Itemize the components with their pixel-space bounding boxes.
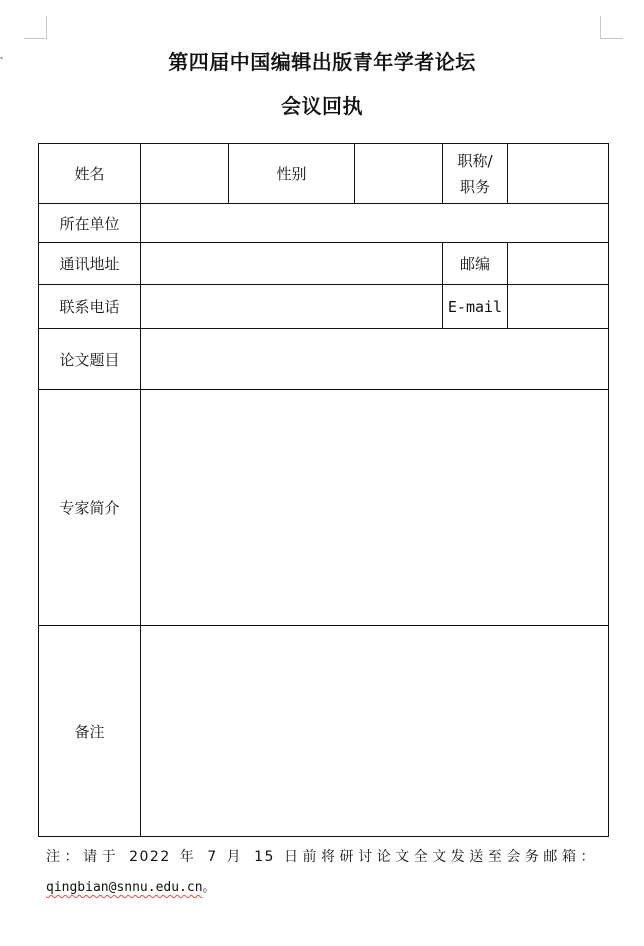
contact-email-link[interactable]: qingbian@snnu.edu.cn [46,880,203,895]
postcode-label: 邮编 [443,243,508,285]
name-field[interactable] [141,144,229,204]
address-label: 通讯地址 [39,243,141,285]
registration-form-table [38,143,609,837]
phone-label: 联系电话 [39,285,141,329]
email-label: E-mail [443,285,508,329]
paper-title-label: 论文题目 [39,329,141,390]
table-row [39,285,609,329]
document-title: 第四届中国编辑出版青年学者论坛 [168,50,476,74]
postcode-field[interactable] [508,243,609,285]
remarks-field[interactable] [141,626,609,837]
footer-email-line [46,876,216,895]
email-field[interactable] [508,285,609,329]
paper-title-field[interactable] [141,329,609,390]
margin-arrow-icon: ▾ [0,55,4,62]
gender-label: 性别 [229,144,355,204]
bio-label: 专家简介 [39,390,141,626]
table-row [39,204,609,243]
organization-label: 所在单位 [39,204,141,243]
document-subtitle: 会议回执 [281,94,363,118]
footer-note: 注：请于 2022 年 7 月 15 日前将研讨论文全文发送至会务邮箱： [46,849,596,865]
job-title-label-line2: 职务 [459,177,490,196]
gender-field[interactable] [355,144,443,204]
organization-field[interactable] [141,204,609,243]
address-field[interactable] [141,243,443,285]
table-row [39,329,609,390]
job-title-field[interactable] [508,144,609,204]
name-label: 姓名 [39,144,141,204]
email-period: 。 [202,880,216,895]
table-row [39,243,609,285]
job-title-label [443,144,508,204]
job-title-label-line1: 职称/ [457,151,493,170]
table-row [39,390,609,626]
page-corner-mark-left [24,16,47,39]
remarks-label: 备注 [39,626,141,837]
bio-field[interactable] [141,390,609,626]
phone-field[interactable] [141,285,443,329]
page-corner-mark-right [600,16,623,39]
table-row [39,144,609,204]
table-row [39,626,609,837]
